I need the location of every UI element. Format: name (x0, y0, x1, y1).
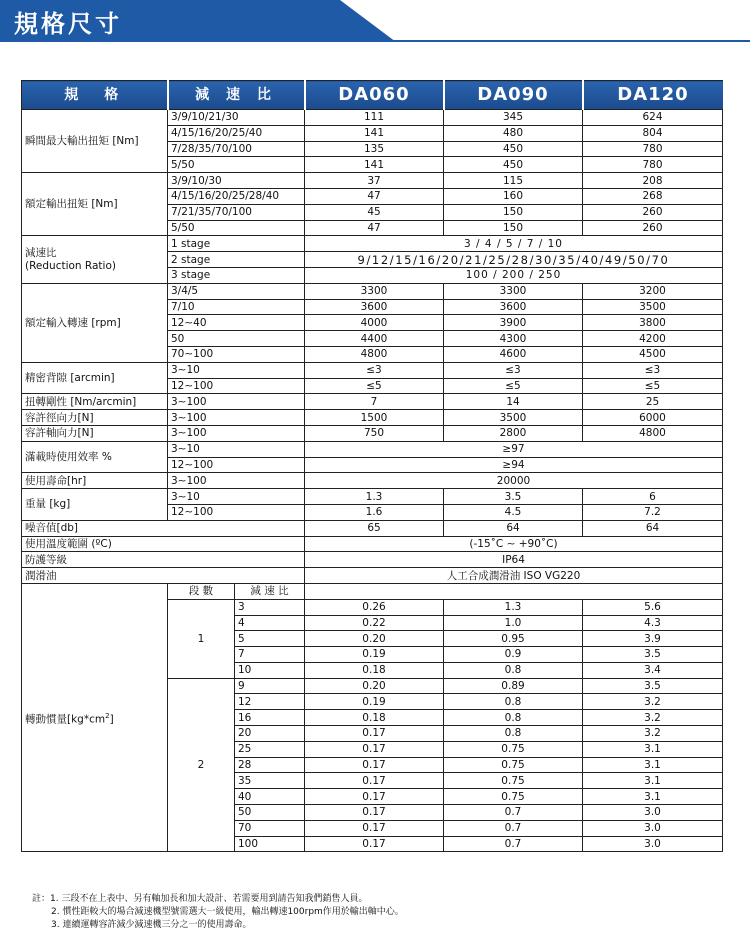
value-cell: 141 (305, 157, 444, 173)
value-cell: 20000 (305, 473, 723, 489)
value-cell: 0.26 (305, 599, 444, 615)
value-cell: 4000 (305, 315, 444, 331)
value-cell: 480 (444, 125, 583, 141)
value-cell: 人工合成潤滑油 ISO VG220 (305, 568, 723, 584)
ratio-header: 減 速 比 (235, 583, 305, 599)
value-cell: 160 (444, 188, 583, 204)
header-ratio: 減 速 比 (168, 81, 305, 110)
value-cell: 0.17 (305, 773, 444, 789)
value-cell: 135 (305, 141, 444, 157)
value-cell: 0.9 (444, 647, 583, 663)
row-label: 容許軸向力[N] (22, 425, 168, 441)
stage-cell: 2 (168, 678, 235, 852)
ratio-cell: 5/50 (168, 157, 305, 173)
value-cell: 6000 (583, 410, 723, 426)
page-title: 規格尺寸 (14, 9, 122, 38)
value-cell: 450 (444, 157, 583, 173)
value-cell: 0.19 (305, 647, 444, 663)
ratio-cell: 4 (235, 615, 305, 631)
value-cell: 3.5 (583, 647, 723, 663)
note-text: 1. 三段不在上表中、另有軸加長和加大設計、若需要用到請告知我們銷售人員。 (50, 894, 368, 904)
value-cell: 3.0 (583, 805, 723, 821)
section-banner (0, 0, 750, 42)
table-row (22, 425, 723, 441)
ratio-cell: 12∼40 (168, 315, 305, 331)
ratio-cell: 12∼100 (168, 504, 305, 520)
value-cell: 3600 (305, 299, 444, 315)
header-model-da090: DA090 (444, 81, 583, 110)
value-cell: 3300 (305, 283, 444, 299)
ratio-cell: 3∼100 (168, 425, 305, 441)
value-cell: 3900 (444, 315, 583, 331)
table-row (22, 110, 723, 126)
value-cell: 0.17 (305, 836, 444, 852)
value-cell: 64 (583, 520, 723, 536)
inertia-label-end: ] (109, 713, 114, 726)
row-label: 扭轉剛性 [Nm/arcmin] (22, 394, 168, 410)
value-cell: 0.75 (444, 757, 583, 773)
value-cell: 0.17 (305, 757, 444, 773)
value-cell: 3600 (444, 299, 583, 315)
ratio-cell: 3/4/5 (168, 283, 305, 299)
value-cell: 3.9 (583, 631, 723, 647)
value-cell: 0.17 (305, 789, 444, 805)
ratio-cell: 3∼100 (168, 394, 305, 410)
value-cell: 0.8 (444, 710, 583, 726)
value-cell: 111 (305, 110, 444, 126)
ratio-cell: 25 (235, 741, 305, 757)
value-cell: 0.17 (305, 805, 444, 821)
notes-prefix: 註： (32, 894, 51, 904)
value-cell: 3.2 (583, 726, 723, 742)
value-cell: 141 (305, 125, 444, 141)
ratio-cell: 5 (235, 631, 305, 647)
ratio-cell: 3∼10 (168, 489, 305, 505)
table-row (22, 236, 723, 252)
value-cell: 0.8 (444, 694, 583, 710)
value-cell: ≥94 (305, 457, 723, 473)
value-cell: 4.5 (444, 504, 583, 520)
value-cell: 0.7 (444, 805, 583, 821)
table-row (22, 489, 723, 505)
table-row (22, 473, 723, 489)
value-cell: 0.95 (444, 631, 583, 647)
value-cell: 3300 (444, 283, 583, 299)
ratio-cell: 70∼100 (168, 346, 305, 362)
value-cell: ≤3 (305, 362, 444, 378)
value-cell: ≤3 (583, 362, 723, 378)
value-cell: ≥97 (305, 441, 723, 457)
ratio-cell: 35 (235, 773, 305, 789)
value-cell: 0.17 (305, 726, 444, 742)
spec-table (21, 80, 723, 852)
value-cell: 0.75 (444, 789, 583, 805)
header-spec: 規 格 (22, 81, 168, 110)
header-model-da120: DA120 (583, 81, 723, 110)
value-cell: 0.19 (305, 694, 444, 710)
table-row (22, 441, 723, 457)
note-2 (32, 906, 404, 919)
value-cell: 0.8 (444, 662, 583, 678)
value-cell: 3500 (583, 299, 723, 315)
ratio-cell: 7/21/35/70/100 (168, 204, 305, 220)
reduction-label: 減速比 (25, 246, 57, 259)
value-cell: 64 (444, 520, 583, 536)
value-cell: 750 (305, 425, 444, 441)
value-cell: 450 (444, 141, 583, 157)
ratio-cell: 9 (235, 678, 305, 694)
table-row (22, 173, 723, 189)
value-cell: 4600 (444, 346, 583, 362)
ratio-cell: 3 (235, 599, 305, 615)
value-cell: 780 (583, 141, 723, 157)
table-row (22, 394, 723, 410)
value-cell: 0.75 (444, 741, 583, 757)
ratio-cell: 1 stage (168, 236, 305, 252)
ratio-cell: 3 stage (168, 267, 305, 283)
blank-cell (305, 583, 723, 599)
value-cell: 0.20 (305, 631, 444, 647)
value-cell: 3.1 (583, 757, 723, 773)
ratio-cell: 3∼10 (168, 441, 305, 457)
ratio-cell: 3∼100 (168, 473, 305, 489)
value-cell: 0.18 (305, 662, 444, 678)
value-cell: 0.75 (444, 773, 583, 789)
value-cell: 7.2 (583, 504, 723, 520)
row-label: 使用壽命[hr] (22, 473, 168, 489)
value-cell: ≤5 (444, 378, 583, 394)
value-cell: 0.22 (305, 615, 444, 631)
value-cell: 14 (444, 394, 583, 410)
value-cell: 3 / 4 / 5 / 7 / 10 (305, 236, 723, 252)
value-cell: 3.4 (583, 662, 723, 678)
value-cell: 260 (583, 204, 723, 220)
value-cell: 1.3 (444, 599, 583, 615)
value-cell: 3.5 (583, 678, 723, 694)
value-cell: 345 (444, 110, 583, 126)
value-cell: 150 (444, 204, 583, 220)
note-1 (32, 893, 404, 906)
table-row (22, 410, 723, 426)
ratio-cell: 7/10 (168, 299, 305, 315)
row-label: 瞬間最大輸出扭矩 [Nm] (22, 110, 168, 173)
value-cell: 208 (583, 173, 723, 189)
value-cell: 3.0 (583, 820, 723, 836)
table-row (22, 583, 723, 599)
value-cell: IP64 (305, 552, 723, 568)
value-cell: 0.17 (305, 741, 444, 757)
ratio-cell: 3∼100 (168, 410, 305, 426)
value-cell: 1.0 (444, 615, 583, 631)
table-row (22, 520, 723, 536)
value-cell: 0.7 (444, 836, 583, 852)
value-cell: 0.7 (444, 820, 583, 836)
value-cell: (-15˚C ∼ +90˚C) (305, 536, 723, 552)
value-cell: 47 (305, 220, 444, 236)
ratio-cell: 100 (235, 836, 305, 852)
ratio-cell: 3/9/10/30 (168, 173, 305, 189)
value-cell: 25 (583, 394, 723, 410)
value-cell: 6 (583, 489, 723, 505)
value-cell: 100 / 200 / 250 (305, 267, 723, 283)
value-cell: 0.8 (444, 726, 583, 742)
row-label: 額定輸出扭矩 [Nm] (22, 173, 168, 236)
ratio-cell: 3∼10 (168, 362, 305, 378)
value-cell: 1.3 (305, 489, 444, 505)
value-cell: 1.6 (305, 504, 444, 520)
ratio-cell: 2 stage (168, 252, 305, 268)
inertia-label: 轉動慣量[kg*cm (25, 713, 106, 726)
value-cell: 2800 (444, 425, 583, 441)
inertia-sup: 2 (105, 711, 110, 720)
value-cell: 3.1 (583, 773, 723, 789)
value-cell: ≤5 (583, 378, 723, 394)
stage-header: 段 數 (168, 583, 235, 599)
value-cell: 0.20 (305, 678, 444, 694)
row-label: 防護等級 (22, 552, 305, 568)
value-cell: 260 (583, 220, 723, 236)
value-cell: 268 (583, 188, 723, 204)
note-3 (32, 919, 404, 932)
table-row (22, 552, 723, 568)
ratio-cell: 7/28/35/70/100 (168, 141, 305, 157)
value-cell: 47 (305, 188, 444, 204)
value-cell: ≤5 (305, 378, 444, 394)
value-cell: 4800 (583, 425, 723, 441)
row-label (22, 583, 168, 852)
note-text: 2. 慣性距較大的場合減速機型號需選大一級使用，輸出轉速100rpm作用於輸出軸中心。 (51, 907, 404, 917)
table-row (22, 536, 723, 552)
row-label: 使用溫度範圍 (ºC) (22, 536, 305, 552)
row-label: 額定輸入轉速 [rpm] (22, 283, 168, 362)
note-text: 3. 連續運轉容許減少減速機三分之一的使用壽命。 (51, 920, 252, 930)
value-cell: 3.2 (583, 694, 723, 710)
value-cell: 3.0 (583, 836, 723, 852)
ratio-cell: 50 (168, 331, 305, 347)
value-cell: 4500 (583, 346, 723, 362)
value-cell: 4200 (583, 331, 723, 347)
value-cell: 3.5 (444, 489, 583, 505)
value-cell: 4800 (305, 346, 444, 362)
value-cell: 0.17 (305, 820, 444, 836)
value-cell: 45 (305, 204, 444, 220)
reduction-label-en: (Reduction Ratio) (25, 259, 116, 272)
row-label: 重量 [kg] (22, 489, 168, 521)
notes (32, 893, 404, 932)
value-cell: 37 (305, 173, 444, 189)
row-label: 潤滑油 (22, 568, 305, 584)
ratio-cell: 16 (235, 710, 305, 726)
value-cell: 9/12/15/16/20/21/25/28/30/35/40/49/50/70 (305, 252, 723, 268)
ratio-cell: 50 (235, 805, 305, 821)
ratio-cell: 4/15/16/20/25/40 (168, 125, 305, 141)
ratio-cell: 3/9/10/21/30 (168, 110, 305, 126)
ratio-cell: 10 (235, 662, 305, 678)
row-label: 容許徑向力[N] (22, 410, 168, 426)
value-cell: 780 (583, 157, 723, 173)
value-cell: 1500 (305, 410, 444, 426)
value-cell: ≤3 (444, 362, 583, 378)
ratio-cell: 70 (235, 820, 305, 836)
value-cell: 4400 (305, 331, 444, 347)
value-cell: 115 (444, 173, 583, 189)
value-cell: 0.89 (444, 678, 583, 694)
ratio-cell: 12 (235, 694, 305, 710)
row-label (22, 236, 168, 283)
value-cell: 4300 (444, 331, 583, 347)
header-model-da060: DA060 (305, 81, 444, 110)
ratio-cell: 7 (235, 647, 305, 663)
ratio-cell: 20 (235, 726, 305, 742)
ratio-cell: 12∼100 (168, 378, 305, 394)
value-cell: 3.1 (583, 789, 723, 805)
value-cell: 3.1 (583, 741, 723, 757)
value-cell: 624 (583, 110, 723, 126)
value-cell: 150 (444, 220, 583, 236)
row-label: 噪音值[db] (22, 520, 305, 536)
ratio-cell: 40 (235, 789, 305, 805)
value-cell: 3.2 (583, 710, 723, 726)
ratio-cell: 12∼100 (168, 457, 305, 473)
row-label: 滿載時使用效率 % (22, 441, 168, 473)
value-cell: 65 (305, 520, 444, 536)
table-row (22, 283, 723, 299)
table-row (22, 568, 723, 584)
row-label: 精密背隙 [arcmin] (22, 362, 168, 394)
value-cell: 0.18 (305, 710, 444, 726)
ratio-cell: 28 (235, 757, 305, 773)
stage-cell: 1 (168, 599, 235, 678)
value-cell: 5.6 (583, 599, 723, 615)
value-cell: 7 (305, 394, 444, 410)
ratio-cell: 4/15/16/20/25/28/40 (168, 188, 305, 204)
value-cell: 804 (583, 125, 723, 141)
value-cell: 4.3 (583, 615, 723, 631)
value-cell: 3800 (583, 315, 723, 331)
value-cell: 3500 (444, 410, 583, 426)
ratio-cell: 5/50 (168, 220, 305, 236)
table-header-row (22, 81, 723, 110)
table-row (22, 362, 723, 378)
value-cell: 3200 (583, 283, 723, 299)
